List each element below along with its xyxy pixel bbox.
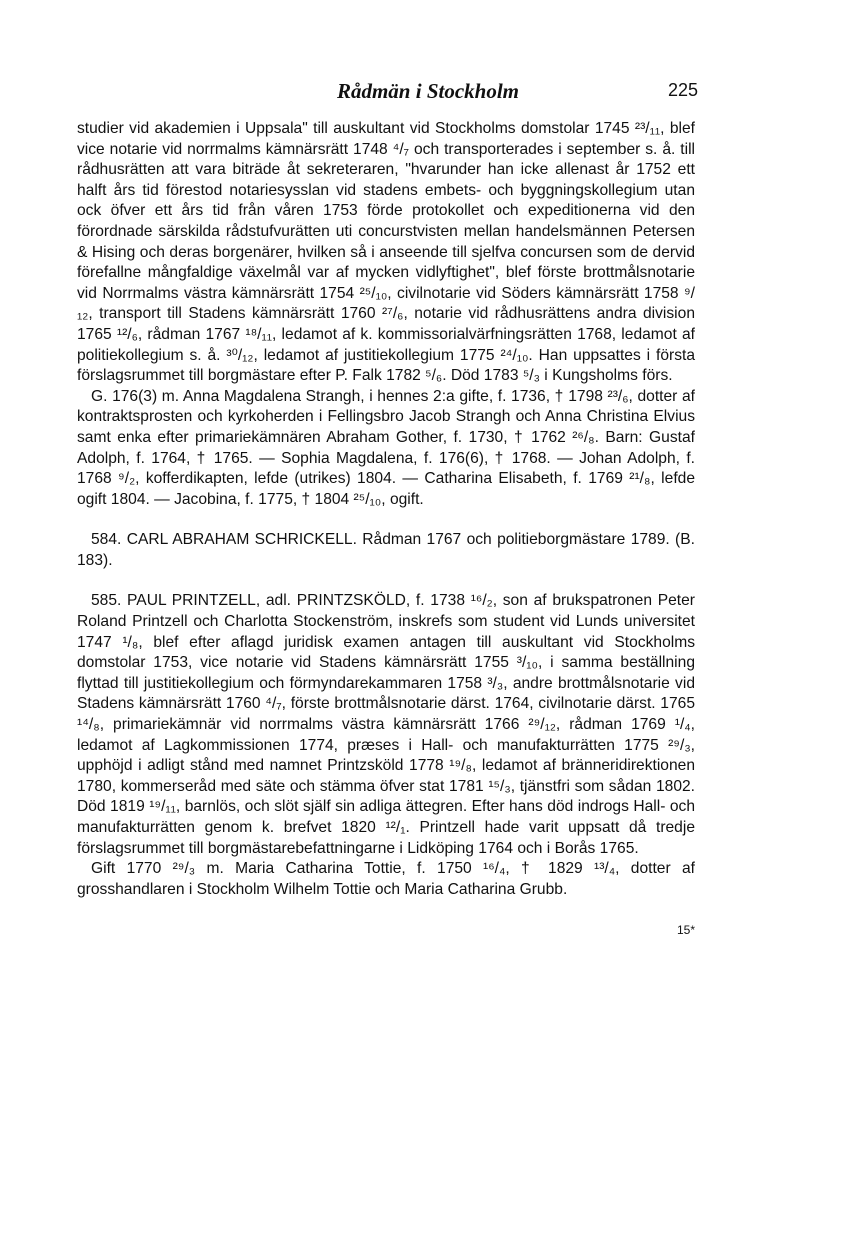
entry-584: 584. CARL ABRAHAM SCHRICKELL. Rådman 1767 och politieborgmästare 1789. (B. 183). bbox=[77, 531, 695, 569]
page-number: 225 bbox=[668, 80, 699, 100]
signature-mark: 15* bbox=[676, 923, 695, 938]
paragraph-continuation: studier vid akademien i Uppsala" till auskultant vid Stockholms domstolar 1745 ²³/₁₁, blef vice notarie vid norrmalms kämnärsrätt 1748 ⁴/₇ och transporterades i september s. å. till rådhusrätten att vara biträde åt sekreteraren, "hvarunder han icke allenast år 1752 ett halft års tid förestod notariesysslan vid stadens embets- och byggningskollegium utan ock öfver ett års tid från våren 1753 förde protokollet och expeditionerna vid den förordnade särskilda rådstufvurätten uti concurstvisten mellan handelsmännen Petersen & Hising och deras borgenärer, hvilken så i anseende till sjelfva concursen som de dervid förefallne mångfaldige växelmål var af mycken vidlyftighet", blef förste brottmålsnotarie vid Norrmalms västra kämnärsrätt 1754 ²⁵/₁₀, civilnotarie vid Söders kämnärsrätt 1758 ⁹/₁₂, transport till Stadens kämnärsrätt 1760 ²⁷/₆, notarie vid rådhusrättens andra division 1765 ¹²/₆, rådman 1767 ¹⁸/₁₁, ledamot af k. kommissorialvärfningsrätten 1768, ledamot af politiekollegium s. å. ³⁰/₁₂, ledamot af justitiekollegium 1775 ²⁴/₁₀. Han uppsattes i första förslagsrummet till borgmästare efter P. Falk 1782 ⁵/₆. Död 1783 ⁵/₃ i Kungsholms förs. bbox=[77, 120, 695, 385]
running-title: Rådmän i Stockholm bbox=[336, 79, 520, 103]
entry-585: 585. PAUL PRINTZELL, adl. PRINTZSKÖLD, f. 1738 ¹⁶/₂, son af brukspatronen Peter Roland Printzell och Charlotta Stockenström, inskrefs som student vid Lunds universitet 1747 ¹/₈, blef efter aflagd juridisk examen antagen till auskultant vid Stockholms domstolar 1753, vice notarie vid Stadens kämnärsrätt 1755 ³/₁₀, i samma beställning flyttad till justitiekollegium och förmyndarekammaren 1758 ³/₃, andre brottmålsnotarie vid Stadens kämnärsrätt 1760 ⁴/₇, förste brottmålsnotarie därst. 1764, civilnotarie därst. 1765 ¹⁴/₈, primariekämnär vid norrmalms västra kämnärsrätt 1766 ²⁹/₁₂, rådman 1769 ¹/₄, ledamot af Lagkommissionen 1774, præses i Hall- och manufakturrätten 1775 ²⁹/₃, upphöjd i adligt stånd med namnet Printzsköld 1778 ¹⁹/₈, ledamot af bränneridirektionen 1780, kommerseråd med säte och stämma öfver stat 1781 ¹⁵/₃, tjänstfri som sådan 1802. Död 1819 ¹⁹/₁₁, barnlös, och slöt själf sin adliga ättegren. Efter hans död indrogs Hall- och manufakturrätten genom k. brefvet 1820 ¹²/₁. Printzell hade varit uppsatt då tredje förslagsrummet till borgmästarebefattningarne i Lidköping 1764 och i Borås 1765. bbox=[77, 592, 695, 857]
body-text bbox=[77, 119, 695, 941]
paragraph-marriage-585: Gift 1770 ²⁹/₃ m. Maria Catharina Tottie, f. 1750 ¹⁶/₄, † 1829 ¹³/₄, dotter af grosshandlaren i Stockholm Wilhelm Tottie och Maria Catharina Grubb. bbox=[77, 860, 695, 898]
paragraph-marriage: G. 176(3) m. Anna Magdalena Strangh, i hennes 2:a gifte, f. 1736, † 1798 ²³/₆, dotter af kontraktsprosten och kyrkoherden i Fellingsbro Jacob Strangh och Anna Christina Elvius samt enka efter primariekämnären Abraham Gother, f. 1730, † 1762 ²⁶/₈. Barn: Gustaf Adolph, f. 1764, † 1765. — Sophia Magdalena, f. 176(6), † 1768. — Johan Adolph, f. 1768 ⁹/₂, kofferdikapten, lefde (utrikes) 1804. — Catharina Elisabeth, f. 1769 ²¹/₈, lefde ogift 1804. — Jacobina, f. 1775, † 1804 ²⁵/₁₀, ogift. bbox=[77, 387, 695, 508]
